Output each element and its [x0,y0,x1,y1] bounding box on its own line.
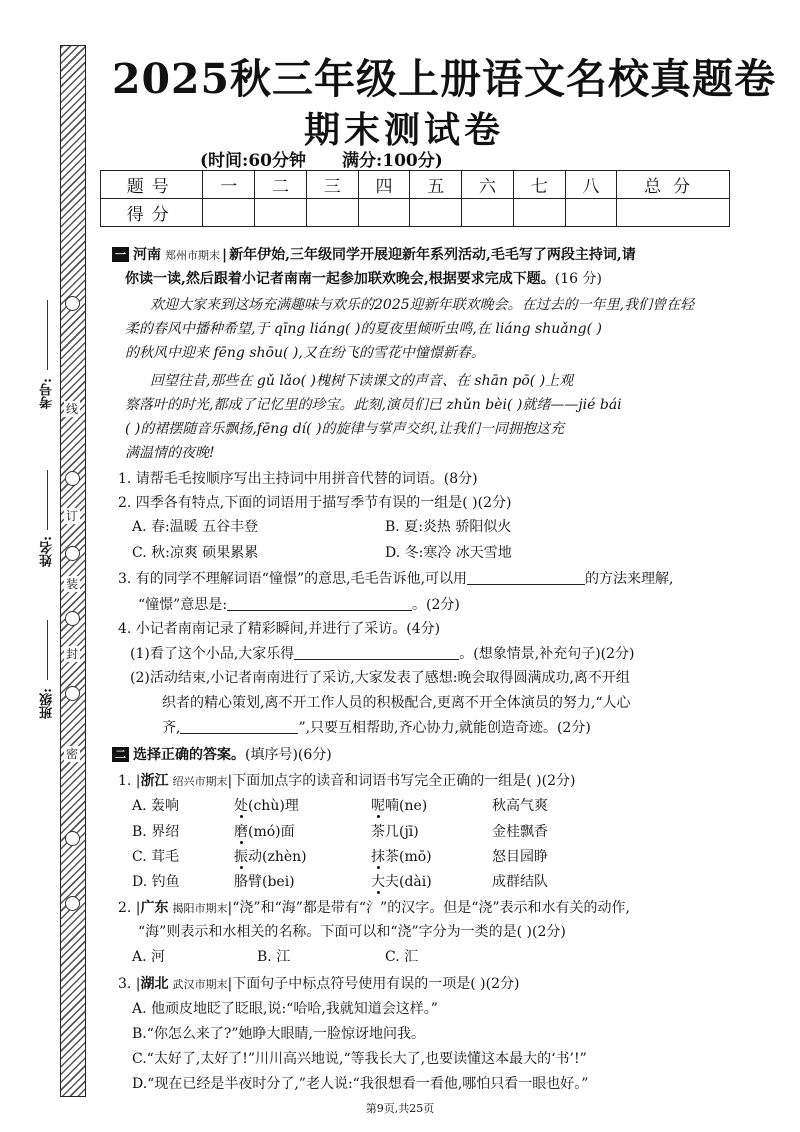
instruction-line: 新年伊始,三年级同学开展迎新年系列活动,毛毛写了两段主持词,请 [229,247,636,263]
binding-strip [60,45,86,1097]
answer-blank[interactable] [294,659,459,660]
word-item [371,846,432,866]
pinyin: 臂(bei) [248,874,295,890]
pinyin: (mó)面 [248,824,295,840]
char: 茶 [371,824,385,840]
option-b[interactable]: B. 夏:炎热 骄阳似火 [385,519,512,535]
score-cell[interactable] [358,199,410,227]
section1-heading: 一 河南 郑州市期末 | 新年伊始,三年级同学开展迎新年系列活动,毛毛写了两段主持词,请 [112,244,636,264]
seal-word-xian: 线 [65,402,78,416]
passage-line: 回望往昔,那些在 gǔ lǎo( )槐树下读课文的声音、在 shān pō( )上观 [150,373,574,389]
class-label: 班级: [40,688,55,719]
col-header: 一 [203,171,255,199]
section-title: 选择正确的答案。 [133,747,245,763]
option-a[interactable]: A. 河 [132,949,166,965]
binding-hole [65,471,80,486]
word-item: 金桂飘香 [492,824,548,840]
question-text: 下面句子中标点符号使用有误的一项是( )(2分) [232,976,520,992]
answer-blank[interactable] [467,584,585,585]
binding-hole [65,686,80,701]
binding-hole [65,611,80,626]
option-a[interactable]: A. 他顽皮地眨了眨眼,说:“哈哈,我就知道会这样。” [132,1001,438,1017]
word-item [234,846,307,866]
word-item: 怒目园睁 [492,849,548,865]
word-item: 秋高气爽 [492,798,548,814]
pinyin: 夫(dài) [385,874,432,890]
score-cell[interactable] [462,199,514,227]
answer-blank[interactable] [180,733,298,734]
question-4-2-line2: 织者的精心策划,离不开工作人员的积极配合,更离不开全体演员的努力,“人心 [162,695,631,711]
question-text: 。(2分) [412,597,460,613]
option-c[interactable]: C. 汇 [385,949,419,965]
option-a[interactable]: A. 春:温暖 五谷丰登 [132,519,259,535]
section-number-badge: 一 [112,247,129,262]
question-1: 1. 请帮毛毛按顺序写出主持词中用拼音代替的词语。(8分) [118,471,478,487]
option-b[interactable]: B.“你怎么来了?”她睁大眼睛,一脸惊讶地问我。 [132,1026,426,1042]
class-line [47,620,48,680]
s2-question-3: 3. |湖北 武汉市期末|下面句子中标点符号使用有误的一项是( )(2分) [118,976,520,992]
source-tag: 揭阳市期末 [172,902,228,915]
s2-question-1: 1. |浙江 绍兴市期末|下面加点字的读音和词语书写完全正确的一组是( )(2分) [118,773,576,789]
time-and-score [200,146,479,171]
score-cell[interactable] [565,199,617,227]
dotted-char: 抹 [371,849,385,865]
pinyin: 动(zhèn) [248,849,307,865]
section1-heading-line2 [125,268,602,288]
option-c[interactable]: C.“太好了,太好了!”川川高兴地说,“等我长大了,也要读懂这本最大的‘书’!” [132,1051,587,1067]
question-3-line2 [138,594,460,614]
question-text: (1)看了这个小品,大家乐得 [130,646,295,662]
option-b[interactable]: B. 江 [257,949,291,965]
section2-heading [112,744,332,764]
binding-hole [65,896,80,911]
name-label: 姓名: [40,536,55,567]
word-item [371,871,432,891]
exam-no-label: 考号: [40,378,55,409]
word-item: 成群结队 [492,874,548,890]
section-score: (16 分) [554,271,602,287]
score-cell[interactable] [255,199,307,227]
question-text: “憧憬”意思是: [138,597,228,613]
question-4-2-line3 [162,717,591,737]
binding-hole [65,831,80,846]
passage-line: 满温情的夜晚! [125,445,215,461]
region-tag: 浙江 [140,773,169,789]
question-4: 4. 小记者南南记录了精彩瞬间,并进行了采访。(4分) [118,621,441,637]
s2-question-2-line2: “海”则表示和水相关的名称。下面可以和“浇”字分为一类的是( )(2分) [138,924,566,940]
pinyin: 喃(ne) [385,798,428,814]
source-tag: 绍兴市期末 [172,775,228,788]
source-tag: 武汉市期末 [172,978,228,991]
passage-line: ( )的裙摆随音乐飘扬,fēng dí( )的旋律与掌声交织,让我们一同拥抱这充 [125,421,564,437]
option-c[interactable]: C. 秋:凉爽 硕果累累 [132,545,259,561]
option-d[interactable]: D.“现在已经是半夜时分了,”老人说:“我很想看一看他,哪怕只看一眼也好。” [132,1076,589,1092]
row-label: 得分 [101,199,203,227]
pinyin: 几(jī) [385,824,419,840]
col-header: 五 [410,171,462,199]
answer-blank[interactable] [227,610,412,611]
s2-question-2: 2. |广东 揭阳市期末|“浇”和“海”都是带有“氵”的汉字。但是“浇”表示和水有关的动作, [118,900,630,916]
table-row [101,171,730,199]
name-line [47,470,48,530]
score-cell[interactable] [203,199,255,227]
binding-hole [65,296,80,311]
score-table [100,170,730,227]
score-cell[interactable] [617,199,730,227]
option-a[interactable]: A. 轰响 [132,798,180,814]
question-4-2: (2)活动结束,小记者南南进行了采访,大家发表了感想:晚会取得圆满成功,离不开组 [130,670,630,686]
question-text: “浇”和“海”都是带有“氵”的汉字。但是“浇”表示和水有关的动作, [232,900,630,916]
region-tag: 广东 [140,900,169,916]
section-number-badge: 二 [112,747,129,762]
word-item [234,795,299,815]
source-tag: 郑州市期末 [165,249,220,262]
word-item [371,795,427,815]
col-header: 四 [358,171,410,199]
score-cell[interactable] [513,199,565,227]
word-item [234,871,295,891]
dotted-char: 处 [234,798,248,814]
question-4-1 [130,643,635,663]
question-text: 下面加点字的读音和词语书写完全正确的一组是( )(2分) [232,773,576,789]
seal-word-ding: 订 [65,509,78,523]
question-3 [118,568,673,588]
option-d[interactable]: D. 钓鱼 [132,874,180,890]
passage-line: 柔的春风中播种希望,于 qīng liáng( )的夏夜里倾听虫鸣,在 liáng shuǎng( ) [125,321,602,337]
question-text: 齐, [162,720,181,736]
option-c[interactable]: C. 茸毛 [132,849,180,865]
passage-line: 欢迎大家来到这场充满趣味与欢乐的2025迎新年联欢晚会。在过去的一年里,我们曾在轻 [150,297,695,313]
full-score: 满分:100分) [341,151,443,171]
page-title: 2025秋三年级上册语文名校真题卷 [111,55,777,103]
pinyin: (chù)理 [248,798,299,814]
total-header: 总分 [617,171,730,199]
seal-word-zhuang: 装 [65,577,78,591]
section-hint: (填序号)(6分) [245,747,332,763]
question-2: 2. 四季各有特点,下面的词语用于描写季节有误的一组是( )(2分) [118,495,512,511]
exam-no-line [47,300,48,370]
col-header: 六 [462,171,514,199]
word-item [371,821,419,841]
question-text: 。(想象情景,补充句子)(2分) [459,646,635,662]
col-header: 三 [306,171,358,199]
char: 胳 [234,874,248,890]
seal-word-feng: 封 [65,647,78,661]
row-label: 题号 [101,171,203,199]
passage-line: 的秋风中迎来 fēng shōu( ),又在纷飞的雪花中憧憬新春。 [125,345,485,361]
question-text: ”,只要互相帮助,齐心协力,就能创造奇迹。(2分) [298,720,591,736]
option-d[interactable]: D. 冬:寒冷 冰天雪地 [385,545,512,561]
binding-hole [65,546,80,561]
col-header: 八 [565,171,617,199]
question-text: 的方法来理解, [585,571,674,587]
page-footer: 第9页,共25页 [365,1102,435,1115]
region-tag: 河南 [133,247,161,263]
region-tag: 湖北 [140,976,169,992]
score-cell[interactable] [410,199,462,227]
passage-line: 察落叶的时光,都成了记忆里的珍宝。此刻,演员们已 zhǔn bèi( )就绪——jié bái [125,397,622,413]
table-row [101,199,730,227]
page-subtitle: 期末测试卷 [303,109,504,151]
score-cell[interactable] [306,199,358,227]
pinyin: 茶(mō) [385,849,432,865]
word-item [234,821,295,841]
seal-word-mi: 密 [65,747,78,761]
col-header: 二 [255,171,307,199]
question-text: 3. 有的同学不理解词语“憧憬”的意思,毛毛告诉他,可以用 [118,571,468,587]
option-b[interactable]: B. 界绍 [132,824,180,840]
dotted-char: 磨 [234,824,248,840]
dotted-char: 大 [371,874,385,890]
exam-time: (时间:60分钟 [200,151,306,171]
instruction-line: 你读一读,然后跟着小记者南南一起参加联欢晚会,根据要求完成下题。 [125,271,555,287]
col-header: 七 [513,171,565,199]
dotted-char: 呢 [371,798,385,814]
dotted-char: 振 [234,849,248,865]
